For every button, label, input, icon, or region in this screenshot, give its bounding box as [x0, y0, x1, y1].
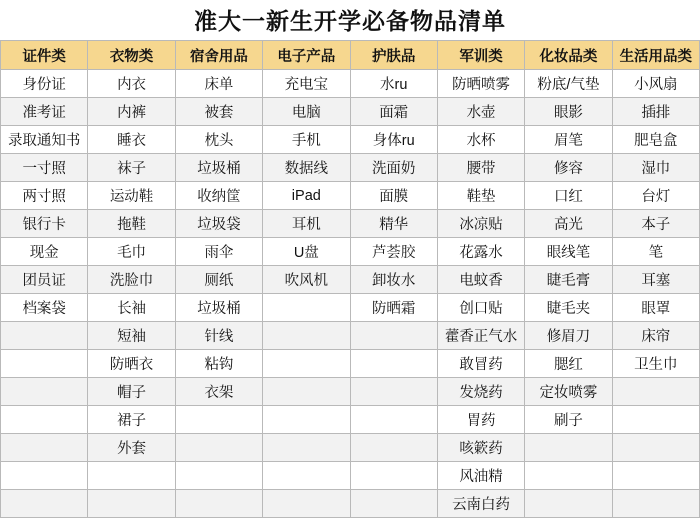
table-cell [175, 434, 262, 462]
table-cell [350, 378, 437, 406]
table-cell: 袜子 [88, 154, 175, 182]
table-cell: 本子 [612, 210, 699, 238]
table-cell: 芦荟胶 [350, 238, 437, 266]
table-cell: 防晒衣 [88, 350, 175, 378]
column-header-5: 军训类 [437, 41, 524, 70]
table-cell: 台灯 [612, 182, 699, 210]
table-cell: 一寸照 [1, 154, 88, 182]
table-cell: 洗脸巾 [88, 266, 175, 294]
table-cell [525, 462, 612, 490]
table-cell: 眼线笔 [525, 238, 612, 266]
table-cell: 卸妆水 [350, 266, 437, 294]
table-cell [263, 322, 350, 350]
table-cell: 身份证 [1, 70, 88, 98]
table-cell: 枕头 [175, 126, 262, 154]
table-cell: 肥皂盒 [612, 126, 699, 154]
table-cell: 准考证 [1, 98, 88, 126]
table-cell: 裙子 [88, 406, 175, 434]
table-cell: 水壶 [437, 98, 524, 126]
table-cell [1, 350, 88, 378]
table-cell [263, 434, 350, 462]
table-row [1, 490, 700, 518]
table-cell: 口红 [525, 182, 612, 210]
table-cell: 录取通知书 [1, 126, 88, 154]
table-cell: 冰凉贴 [437, 210, 524, 238]
table-cell [175, 406, 262, 434]
table-cell: 耳机 [263, 210, 350, 238]
table-header-row [1, 41, 700, 70]
table-cell [263, 350, 350, 378]
table-row [1, 462, 700, 490]
table-cell: 水杯 [437, 126, 524, 154]
table-cell: 小风扇 [612, 70, 699, 98]
table-cell: 雨伞 [175, 238, 262, 266]
table-cell: 防晒霜 [350, 294, 437, 322]
column-header-1: 衣物类 [88, 41, 175, 70]
table-cell: 腰带 [437, 154, 524, 182]
table-cell: 发烧药 [437, 378, 524, 406]
table-cell: 修眉刀 [525, 322, 612, 350]
table-row [1, 98, 700, 126]
table-cell: 眉笔 [525, 126, 612, 154]
column-header-4: 护肤品 [350, 41, 437, 70]
table-row [1, 238, 700, 266]
table-cell [350, 462, 437, 490]
table-cell [525, 434, 612, 462]
table-cell [350, 490, 437, 518]
table-cell: 睡衣 [88, 126, 175, 154]
table-row [1, 378, 700, 406]
table-cell [175, 462, 262, 490]
table-cell [175, 490, 262, 518]
table-cell: 银行卡 [1, 210, 88, 238]
column-header-7: 生活用品类 [612, 41, 699, 70]
table-cell: 身体ru [350, 126, 437, 154]
table-cell [263, 462, 350, 490]
table-cell [350, 406, 437, 434]
table-cell: 耳塞 [612, 266, 699, 294]
table-cell: 床单 [175, 70, 262, 98]
table-cell: 垃圾桶 [175, 154, 262, 182]
table-cell: 垃圾桶 [175, 294, 262, 322]
table-cell: 敢冒药 [437, 350, 524, 378]
table-cell: 粉底/气垫 [525, 70, 612, 98]
table-row [1, 126, 700, 154]
table-row [1, 182, 700, 210]
table-cell [263, 406, 350, 434]
table-cell: 长袖 [88, 294, 175, 322]
table-cell: 眼影 [525, 98, 612, 126]
table-row [1, 350, 700, 378]
table-cell: 外套 [88, 434, 175, 462]
table-cell: 咳簌药 [437, 434, 524, 462]
table-cell [1, 490, 88, 518]
table-cell: 睫毛夹 [525, 294, 612, 322]
table-cell [350, 434, 437, 462]
table-cell: 床帘 [612, 322, 699, 350]
table-row [1, 70, 700, 98]
table-row [1, 210, 700, 238]
table-cell [1, 462, 88, 490]
table-cell: iPad [263, 182, 350, 210]
table-cell: 毛巾 [88, 238, 175, 266]
table-cell: 卫生巾 [612, 350, 699, 378]
table-cell: 面膜 [350, 182, 437, 210]
table-cell [88, 462, 175, 490]
table-row [1, 322, 700, 350]
table-cell: 创口贴 [437, 294, 524, 322]
table-cell [1, 322, 88, 350]
table-cell: 厕纸 [175, 266, 262, 294]
table-row [1, 154, 700, 182]
table-cell: 档案袋 [1, 294, 88, 322]
table-cell: 防晒喷雾 [437, 70, 524, 98]
table-cell: 风油精 [437, 462, 524, 490]
table-cell: 插排 [612, 98, 699, 126]
table-cell: 两寸照 [1, 182, 88, 210]
table-cell: 云南白药 [437, 490, 524, 518]
column-header-2: 宿舍用品 [175, 41, 262, 70]
checklist-table [0, 40, 700, 518]
table-cell: 眼罩 [612, 294, 699, 322]
table-cell: 花露水 [437, 238, 524, 266]
table-cell: 充电宝 [263, 70, 350, 98]
table-body [1, 70, 700, 518]
table-row [1, 434, 700, 462]
table-row [1, 406, 700, 434]
table-cell: 数据线 [263, 154, 350, 182]
table-cell [612, 406, 699, 434]
table-cell: 睫毛膏 [525, 266, 612, 294]
column-header-6: 化妆品类 [525, 41, 612, 70]
table-cell: 收纳筐 [175, 182, 262, 210]
table-cell [1, 434, 88, 462]
table-cell: 电脑 [263, 98, 350, 126]
table-cell: 手机 [263, 126, 350, 154]
table-cell: 被套 [175, 98, 262, 126]
table-cell: 笔 [612, 238, 699, 266]
table-cell [350, 350, 437, 378]
table-cell: 衣架 [175, 378, 262, 406]
column-header-3: 电子产品 [263, 41, 350, 70]
table-cell: 湿巾 [612, 154, 699, 182]
column-header-0: 证件类 [1, 41, 88, 70]
table-cell: 团员证 [1, 266, 88, 294]
table-cell [612, 378, 699, 406]
table-cell [350, 322, 437, 350]
table-cell: 修容 [525, 154, 612, 182]
table-cell [88, 490, 175, 518]
table-cell: 鞋垫 [437, 182, 524, 210]
table-cell: 定妆喷雾 [525, 378, 612, 406]
table-cell: 吹风机 [263, 266, 350, 294]
table-cell: 现金 [1, 238, 88, 266]
table-cell: 电蚊香 [437, 266, 524, 294]
table-cell: 水ru [350, 70, 437, 98]
table-cell: 运动鞋 [88, 182, 175, 210]
table-cell [612, 490, 699, 518]
table-cell: 粘钩 [175, 350, 262, 378]
table-header [1, 41, 700, 70]
table-cell: 刷子 [525, 406, 612, 434]
table-cell: 洗面奶 [350, 154, 437, 182]
table-cell: 精华 [350, 210, 437, 238]
table-cell: 内衣 [88, 70, 175, 98]
page-title: 准大一新生开学必备物品清单 [194, 8, 506, 34]
table-cell: 高光 [525, 210, 612, 238]
table-row [1, 294, 700, 322]
table-cell: 藿香正气水 [437, 322, 524, 350]
table-cell [612, 462, 699, 490]
table-cell: 胃药 [437, 406, 524, 434]
table-cell: 腮红 [525, 350, 612, 378]
table-cell: 垃圾袋 [175, 210, 262, 238]
table-cell: 拖鞋 [88, 210, 175, 238]
table-cell [263, 490, 350, 518]
table-row [1, 266, 700, 294]
table-cell [263, 378, 350, 406]
table-cell [1, 378, 88, 406]
table-cell: 面霜 [350, 98, 437, 126]
table-cell: 针线 [175, 322, 262, 350]
table-cell: 内裤 [88, 98, 175, 126]
table-cell [525, 490, 612, 518]
table-cell [612, 434, 699, 462]
table-cell [263, 294, 350, 322]
table-cell: 短袖 [88, 322, 175, 350]
table-cell: U盘 [263, 238, 350, 266]
table-cell [1, 406, 88, 434]
table-cell: 帽子 [88, 378, 175, 406]
